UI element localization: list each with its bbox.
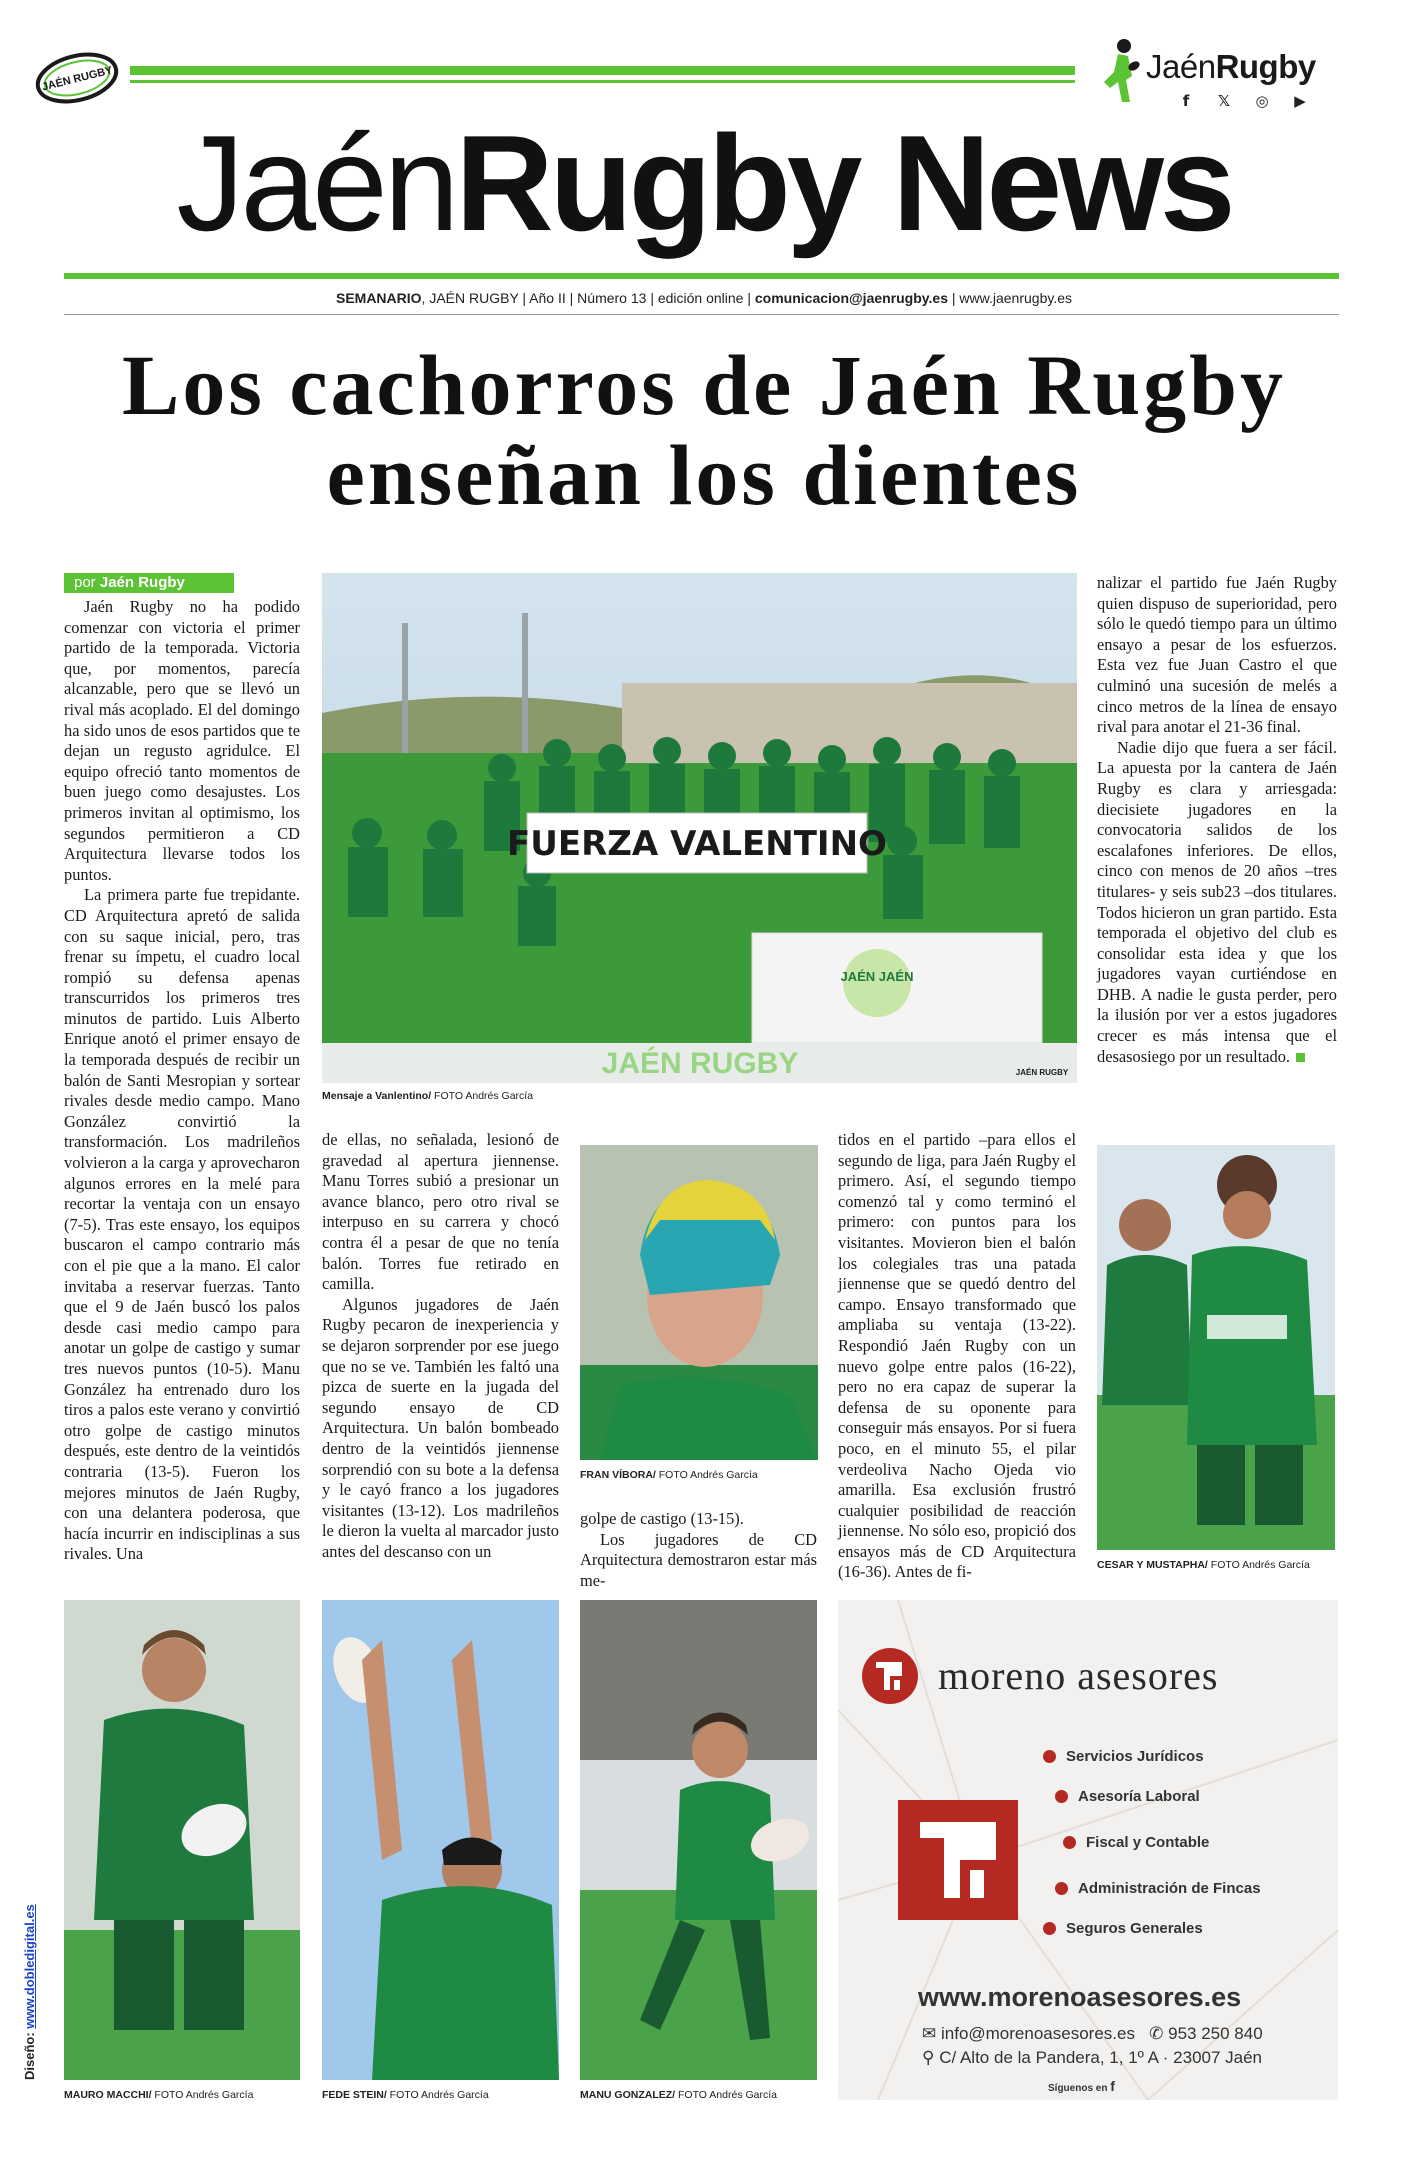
- instagram-icon[interactable]: ◎: [1255, 92, 1269, 110]
- article-column-1: [64, 597, 300, 1565]
- moreno-asesores-ad[interactable]: [838, 1600, 1338, 2100]
- paragraph: Algunos jugadores de Jaén Rugby pecaron de inexperiencia y se dejaron sorprender por ese juego que no se ve. También les faltó una pizca de suerte en la jugada del segundo ensayo de CD Arquitectura. Un balón bombeado dentro de la veintidós jiennense sorprendió con su bote a la defensa y le cayó franco a los jugadores visitantes (13-12). Los madrileños le dieron la vuelta al marcador justo antes del descanso con un: [322, 1294, 559, 1561]
- article-column-4: [838, 1130, 1076, 1583]
- ad-service-item: Seguros Generales: [1043, 1920, 1203, 1937]
- photo-watermark: JAÉN RUGBY: [1015, 1068, 1069, 1077]
- contact-email-link[interactable]: comunicacion@jaenrugby.es: [754, 290, 948, 306]
- banner-text: FUERZA VALENTINO: [507, 824, 887, 864]
- bullet-icon: [1055, 1882, 1068, 1895]
- masthead-green-rule: [64, 273, 1339, 279]
- paragraph: Nadie dijo que fuera a ser fácil. La apuesta por la cantera de Jaén Rugby es clara y arriesgada: diecisiete jugadores en la convocatoria salidos de los escalafones inferiores. De ellos, cinco con menos de 20 años –tres titulares- y seis sub23 –dos titulares. Todos hicieron un gran partido. Esta temporada el objetivo del club es consolidar esta idea y que los jugadores vayan curtiéndose en DHB. A nadie le gusta perder, pero la ilusión por ver a estos jugadores crecer es más intensa que el desasosiego por un resultado.: [1097, 737, 1337, 1066]
- ad-follow: Síguenos en f: [1048, 2078, 1115, 2094]
- photo-caption: FEDE STEIN/ FOTO Andrés García: [322, 2089, 489, 2101]
- end-mark: [1296, 1053, 1305, 1062]
- player-photo-fede: [322, 1600, 559, 2080]
- bullet-icon: [1063, 1836, 1076, 1849]
- paragraph: Jaén Rugby no ha podido comenzar con victoria el primer partido de la temporada. Victoria que, por momentos, parecía alcanzable, pero que se llevó un rival más acoplado. El del domingo ha sido unos de esos partidos que te dejan un regusto agridulce. El equipo ofreció tanto momentos de buen juego como desajustes. Los primeros invitan al optimismo, los segundos permitieron a CD Arquitectura llevarse todos los puntos.: [64, 597, 300, 884]
- facebook-icon[interactable]: f: [1110, 2078, 1115, 2094]
- ground-signage: JAÉN RUGBY: [601, 1047, 799, 1080]
- sponsor-board-text: JAÉN JAÉN: [840, 969, 914, 984]
- moreno-asesores-emblem-icon: [898, 1800, 1018, 1920]
- top-green-thin-line: [130, 80, 1075, 83]
- ad-service-item: Asesoría Laboral: [1055, 1788, 1200, 1805]
- paragraph: golpe de castigo (13-15).: [580, 1509, 744, 1528]
- player-photo-fran: [580, 1145, 818, 1460]
- paragraph: nalizar el partido fue Jaén Rugby quien dispuso de superioridad, pero sólo le quedó tiempo para un último ensayo a pesar de los esfuerzos. Esta vez fue Juan Castro el que culminó una sucesión de melés a cinco metros de la línea de ensayo rival para anotar el 21-36 final.: [1097, 573, 1337, 737]
- ad-brand-name: moreno asesores: [938, 1653, 1219, 1698]
- ad-website[interactable]: www.morenoasesores.es: [918, 1982, 1242, 2012]
- article-headline: Los cachorros de Jaén Rugby enseñan los dientes: [121, 337, 1287, 523]
- article-column-2: [322, 1130, 559, 1562]
- ad-service-item: Administración de Fincas: [1055, 1880, 1261, 1897]
- photo-caption: MANU GONZALEZ/ FOTO Andrés García: [580, 2089, 778, 2101]
- design-credit-link[interactable]: www.dobledigital.es: [22, 1904, 37, 2029]
- facebook-icon[interactable]: f: [1182, 92, 1190, 110]
- paragraph: Los jugadores de CD Arquitectura demostraron estar más me-: [580, 1529, 817, 1590]
- paragraph: tidos en el partido –para ellos el segundo de liga, para Jaén Rugby el primero. Así, el segundo tiempo comenzó tal y como terminó el primero: con puntos para los visitantes. Movieron bien el balón los colegiales tras una patada jiennense que se quedó dentro del campo. Ensayo transformado que ampliaba su ventaja (13-22). Respondió Jaén Rugby con un nuevo golpe entre palos (16-22), pero no era capaz de superar la defensa de su oponente para conseguir más ensayos. Por si fuera poco, en el minuto 55, el pilar verdeoliva Nacho Ojeda vio amarilla. Esa exclusión frustró cualquier posibilidad de reacción jiennense. No sólo eso, propició dos ensayos más de CD Arquitectura (16-36). Antes de fi-: [838, 1130, 1076, 1582]
- bullet-icon: [1043, 1750, 1056, 1763]
- info-divider: [64, 314, 1339, 315]
- ad-service-item: Servicios Jurídicos: [1043, 1748, 1204, 1765]
- jaen-rugby-badge-logo: [34, 48, 120, 108]
- logo-wordmark: JaénRugby: [1146, 48, 1316, 85]
- badge-text: JAÉN RUGBY: [40, 64, 114, 94]
- article-column-5: [1097, 573, 1337, 1067]
- team-photo: [322, 573, 1077, 1083]
- mail-icon: ✉: [922, 2024, 937, 2043]
- byline: por Jaén Rugby: [64, 573, 234, 593]
- ad-phone[interactable]: 953 250 840: [1168, 2024, 1263, 2043]
- player-photo-manu: [580, 1600, 817, 2080]
- ad-address-line: ⚲ C/ Alto de la Pandera, 1, 1º A · 23007 Jaén: [922, 2048, 1263, 2067]
- paragraph: de ellas, no señalada, lesionó de gravedad al apertura jiennense. Manu Torres subió a presionar un avance blanco, pero otro rival se interpuso en su carrera y chocó contra él a pesar de que no tenía balón. Torres fue retirado en camilla.: [322, 1130, 559, 1294]
- photo-caption: FRAN VÍBORA/ FOTO Andrés García: [580, 1469, 758, 1481]
- photo-caption: Mensaje a Vanlentino/ FOTO Andrés García: [322, 1090, 534, 1102]
- ad-service-item: Fiscal y Contable: [1063, 1834, 1209, 1851]
- bullet-icon: [1043, 1922, 1056, 1935]
- photo-caption: MAURO MACCHI/ FOTO Andrés García: [64, 2089, 254, 2101]
- phone-icon: ✆: [1149, 2024, 1164, 2043]
- top-green-bar: [130, 66, 1075, 75]
- ad-email[interactable]: info@morenoasesores.es: [940, 2024, 1135, 2043]
- moreno-asesores-logo-icon: [860, 1646, 920, 1706]
- location-pin-icon: ⚲: [922, 2048, 935, 2067]
- bullet-icon: [1055, 1790, 1068, 1803]
- issue-info-line: SEMANARIO, JAÉN RUGBY | Año II | Número 13 | edición online | comunicacion@jaenrugby.es | www.jaenrugby.es: [335, 290, 1072, 306]
- photo-caption: CESAR Y MUSTAPHA/ FOTO Andrés García: [1097, 1559, 1310, 1571]
- player-photo-cesar-mustapha: [1097, 1145, 1335, 1550]
- paragraph: La primera parte fue trepidante. CD Arquitectura apretó de salida con su saque inicial, pero, tras frenar su ímpetu, el cuadro local rompió su defensa apenas transcurridos los primeros tres minutos de partido. Luis Alberto Enrique anotó el primer ensayo de la temporada después de recibir un balón de Santi Mesropian y sortear rivales desde medio campo. Mano González convirtió la transformación. Los madrileños volvieron a la carga y aprovecharon algunos errores en la melé para recortar la ventaja con un ensayo (7-5). Tras este ensayo, los equipos buscaron el campo contrario más con el pie que a la mano. El calor invitaba a reservar fuerzas. Tanto que el 9 de Jaén buscó los palos desde casi medio campo para anotar un golpe de castigo y sumar tres nuevos puntos (10-5). Manu González ha entrenado duro los tiros a palos este verano y convirtió otro golpe de castigo minutos después, este dentro de la veintidós contraria (13-5). Fueron los mejores minutos de Jaén Rugby, con una delantera poderosa, que hacía incurrir en indisciplinas a sus rivales. Una: [64, 885, 300, 1564]
- player-photo-mauro: [64, 1600, 300, 2080]
- x-icon[interactable]: 𝕏: [1217, 92, 1231, 110]
- rugby-player-icon: [1098, 36, 1144, 108]
- youtube-icon[interactable]: ▶: [1294, 92, 1306, 110]
- design-credit: Diseño: www.dobledigital.es: [22, 1904, 37, 2080]
- jaen-rugby-logo[interactable]: [1098, 36, 1348, 116]
- article-column-3: [580, 1509, 817, 1591]
- newspaper-title: JaénRugby News: [176, 107, 1232, 259]
- ad-contact-line: [922, 2024, 1263, 2044]
